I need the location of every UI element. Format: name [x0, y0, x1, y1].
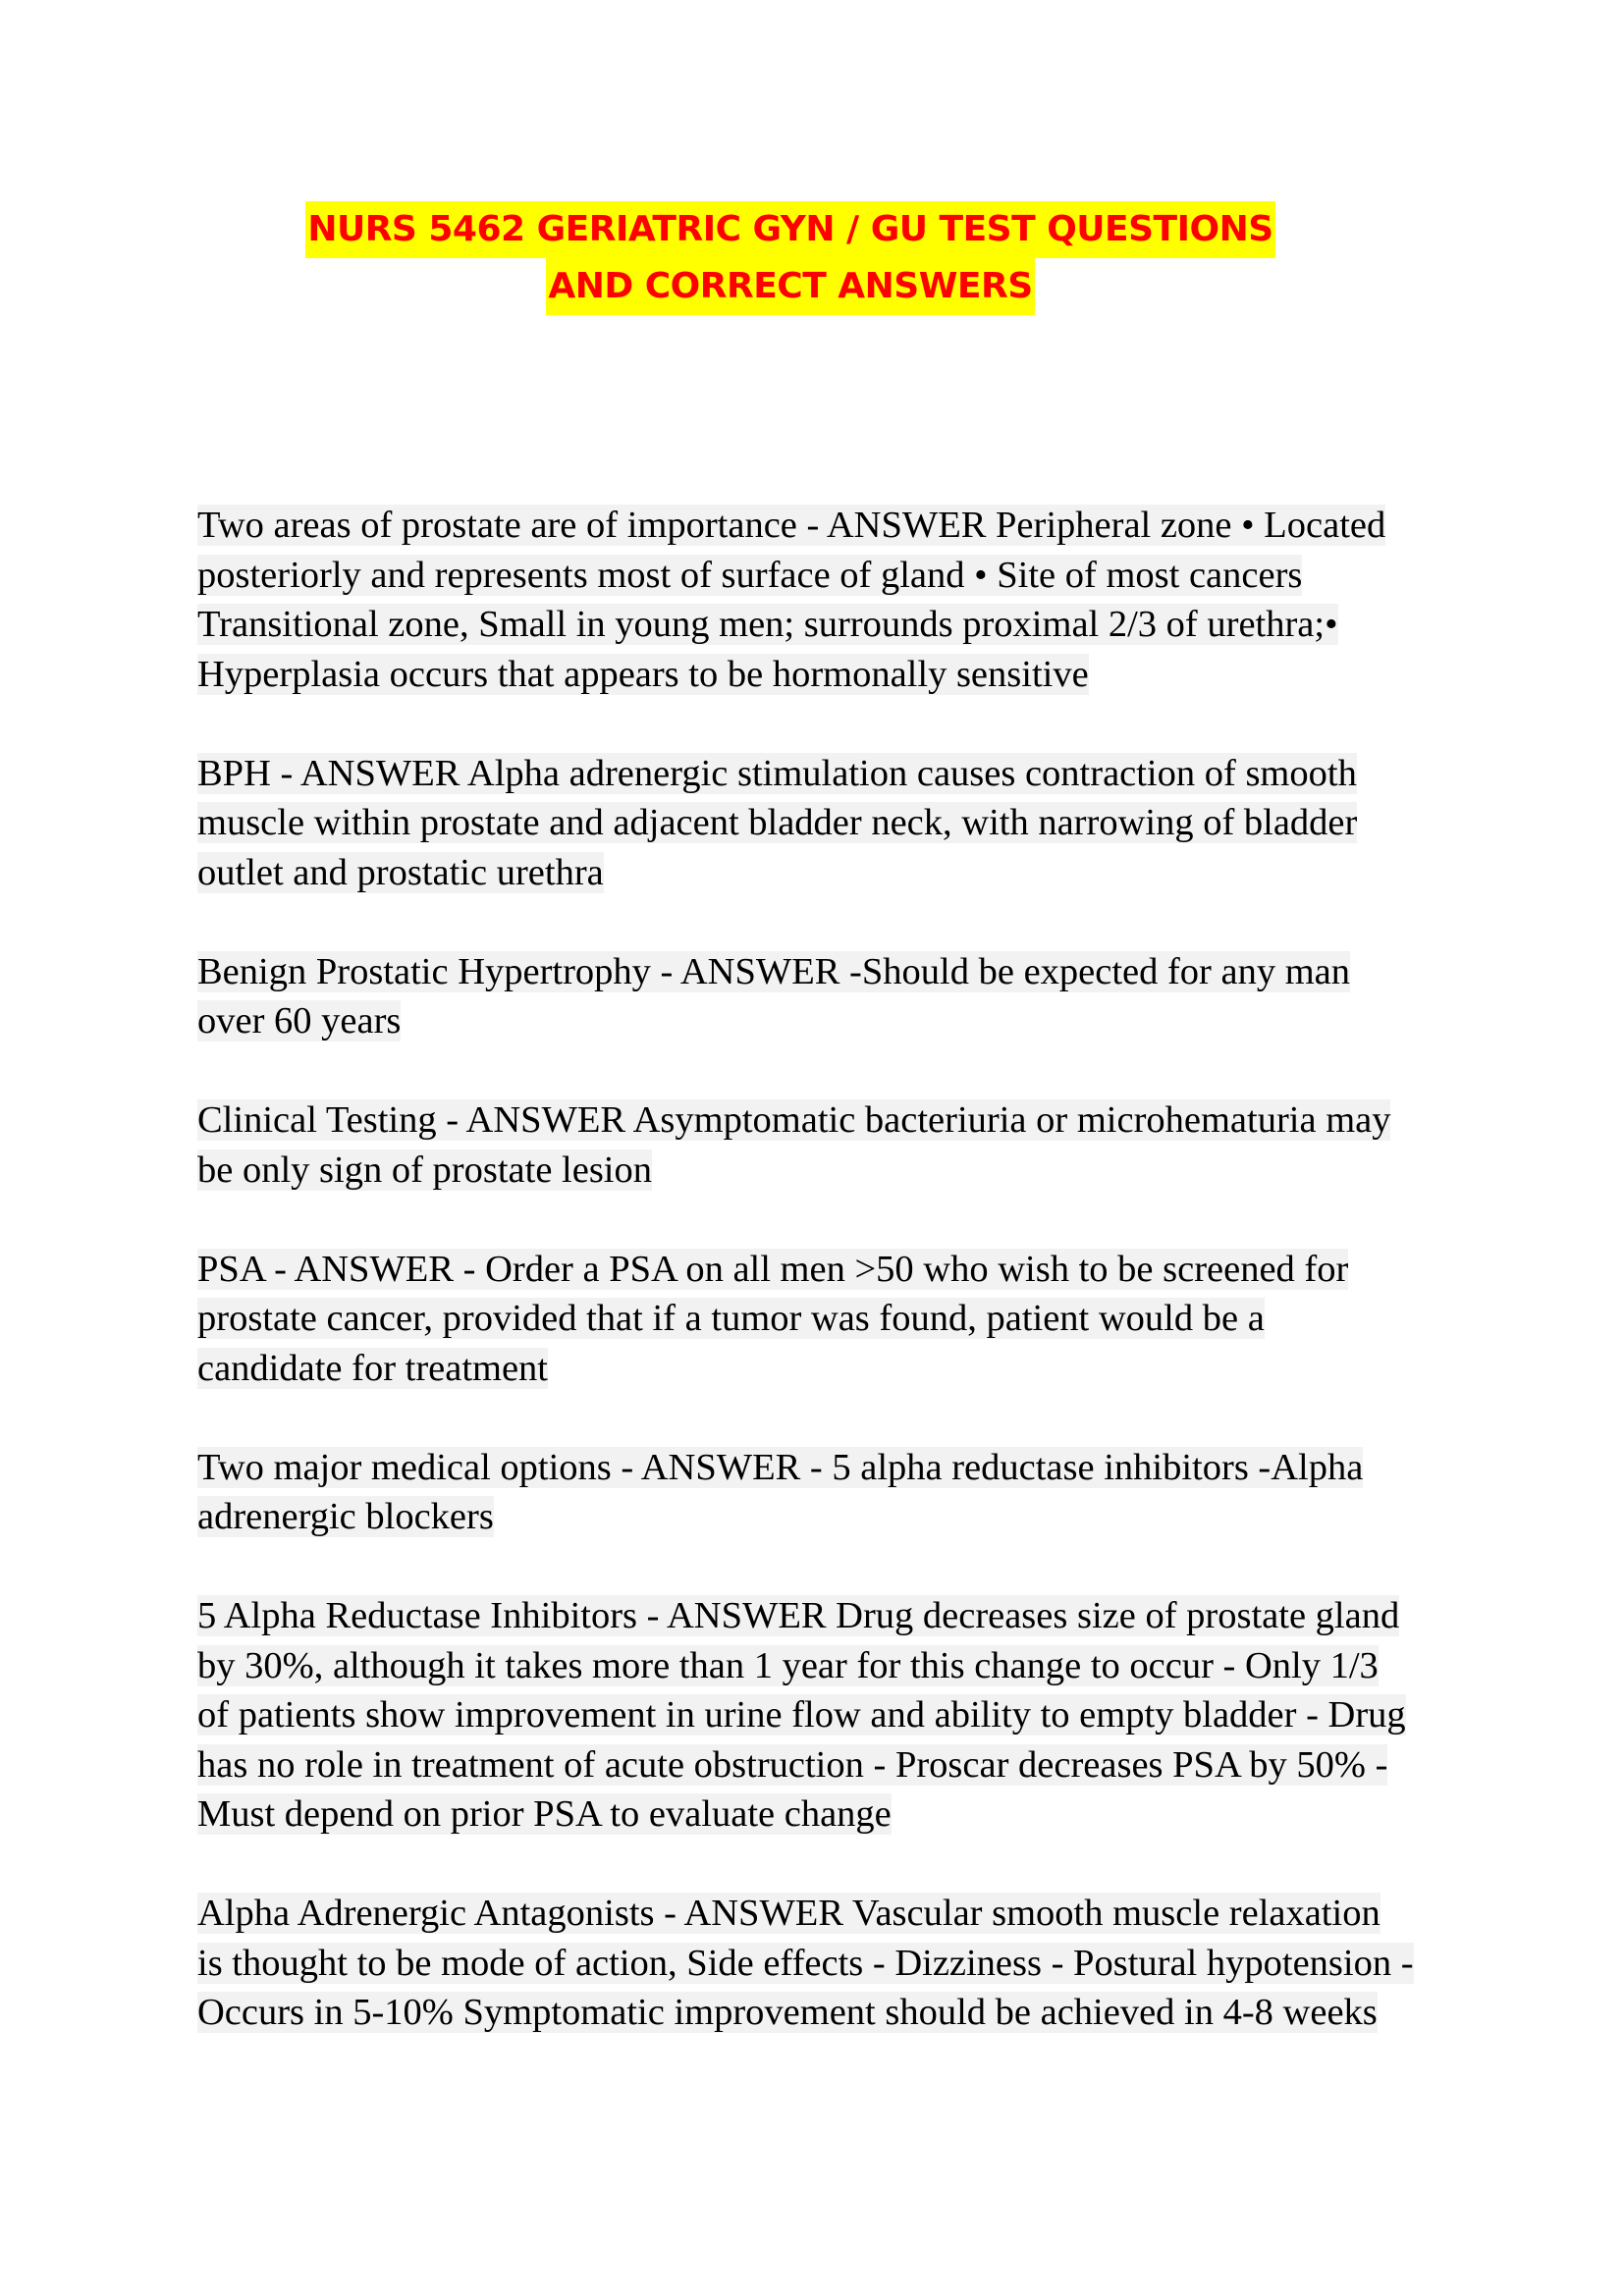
qa-entry-alpha-adrenergic-antagonists [197, 1889, 1454, 2038]
qa-entry-5-alpha-reductase [197, 1591, 1454, 1840]
qa-entry-clinical-testing [197, 1095, 1454, 1195]
qa-entry-text: Two major medical options - ANSWER - 5 alpha reductase inhibitors -Alpha adrenergic blockers [197, 1446, 1364, 1537]
qa-entry-benign-prostatic-hypertrophy [197, 947, 1454, 1046]
qa-entry-medical-options [197, 1443, 1454, 1542]
document-title [0, 201, 1581, 315]
qa-entry-text: Benign Prostatic Hypertrophy - ANSWER -Should be expected for any man over 60 years [197, 950, 1351, 1041]
qa-list [197, 501, 1454, 2087]
qa-entry-prostate-areas [197, 501, 1454, 699]
qa-entry-text: Clinical Testing - ANSWER Asymptomatic bacteriuria or microhematuria may be only sign of prostate lesion [197, 1099, 1391, 1191]
title-line-1: NURS 5462 GERIATRIC GYN / GU TEST QUESTIONS [305, 201, 1274, 258]
qa-entry-text: PSA - ANSWER - Order a PSA on all men >50 who wish to be screened for prostate cancer, provided that if a tumor was found, patient would be a candidate for treatment [197, 1248, 1349, 1389]
qa-entry-bph [197, 749, 1454, 898]
qa-entry-text: Two areas of prostate are of importance - ANSWER Peripheral zone • Located posteriorly and represents most of surface of gland • Site of most cancers Transitional zone, Small in young men; surrounds proximal 2/3 of urethra;• Hyperplasia occurs that appears to be hormonally sensitive [197, 505, 1386, 695]
qa-entry-text: 5 Alpha Reductase Inhibitors - ANSWER Drug decreases size of prostate gland by 30%, although it takes more than 1 year for this change to occur - Only 1/3 of patients show improvement in urine flow and ability to empty bladder - Drug has no role in treatment of acute obstruction - Proscar decreases PSA by 50% - Must depend on prior PSA to evaluate change [197, 1595, 1406, 1835]
qa-entry-text: BPH - ANSWER Alpha adrenergic stimulation causes contraction of smooth muscle within prostate and adjacent bladder neck, with narrowing of bladder outlet and prostatic urethra [197, 752, 1358, 893]
qa-entry-psa [197, 1245, 1454, 1394]
title-line-2: AND CORRECT ANSWERS [546, 258, 1034, 315]
qa-entry-text: Alpha Adrenergic Antagonists - ANSWER Vascular smooth muscle relaxation is thought to be mode of action, Side effects - Dizziness - Postural hypotension - Occurs in 5-10% Symptomatic improvement should be achieved in 4-8 weeks [197, 1893, 1414, 2033]
